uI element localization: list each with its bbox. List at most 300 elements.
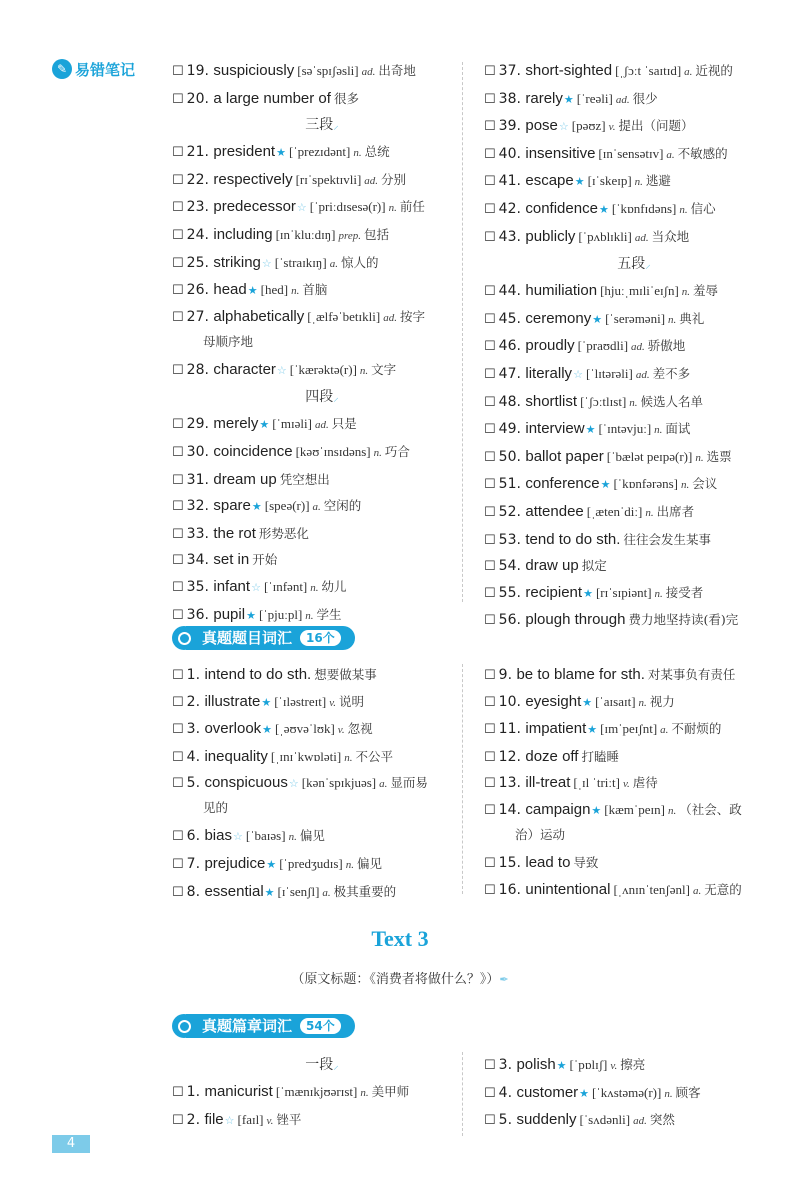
- vocab-word: spare: [213, 497, 251, 515]
- vocab-item: [484, 527, 784, 554]
- item-number: 2.: [186, 693, 201, 710]
- vocab-word: shortlist: [525, 392, 578, 410]
- phonetic: [ˌəʊvəˈlʊk]: [275, 721, 335, 737]
- banner-label: 真题篇章词汇: [202, 1017, 293, 1035]
- chinese-meaning: 显而易: [390, 775, 428, 791]
- vocab-word: head: [213, 281, 247, 299]
- vocab-item: [484, 850, 784, 877]
- chinese-meaning: 近视的: [695, 63, 733, 78]
- vocab-word: overlook: [204, 720, 262, 738]
- item-number: 2.: [186, 1111, 201, 1128]
- checkbox-icon: ☐: [172, 553, 184, 569]
- vocab-item: [484, 416, 784, 444]
- vocab-item: [172, 547, 472, 574]
- part-of-speech: n.: [373, 446, 382, 459]
- vocab-item: [172, 194, 472, 222]
- hollow-star-icon: ☆: [224, 1113, 235, 1127]
- paragraph-heading-text: 五段: [617, 256, 646, 273]
- phonetic: [ˈɪnfənt]: [263, 578, 308, 594]
- item-number: 15.: [498, 854, 521, 871]
- vocab-item: [172, 493, 472, 521]
- phonetic: [ˌɪnɪˈkwɒləti]: [270, 748, 342, 764]
- paragraph-heading: [172, 112, 472, 139]
- phonetic: [hed]: [260, 282, 289, 298]
- chinese-meaning: 偏见: [357, 855, 383, 871]
- phonetic: [ˈkɒnfɪdəns]: [611, 200, 677, 216]
- phonetic: [ˈstraɪkɪŋ]: [274, 254, 327, 270]
- checkbox-icon: ☐: [172, 722, 184, 738]
- phonetic: [ɪˈsenʃl]: [277, 883, 320, 899]
- vocab-word: doze off: [525, 747, 579, 765]
- checkbox-icon: ☐: [172, 884, 184, 900]
- chinese-meaning: 导致: [573, 854, 599, 870]
- vocab-item: [484, 361, 784, 389]
- vocab-item: [484, 499, 784, 527]
- chinese-meaning: 当众地: [651, 228, 690, 244]
- chinese-meaning: 擦亮: [620, 1057, 646, 1072]
- hollow-star-icon: ☆: [251, 580, 261, 594]
- star-icon: ★: [251, 500, 262, 514]
- item-number: 31.: [186, 471, 209, 488]
- vocab-item: [172, 277, 472, 305]
- item-number: 49.: [498, 421, 521, 438]
- checkbox-icon: ☐: [172, 856, 184, 872]
- vocab-item: [484, 798, 784, 850]
- star-icon: ★: [261, 695, 272, 709]
- chinese-meaning: 巧合: [384, 443, 410, 459]
- part-of-speech: n.: [634, 176, 643, 189]
- vocab-word: tend to do sth.: [525, 530, 621, 548]
- star-icon: ★: [585, 423, 596, 437]
- star-icon: ★: [592, 312, 603, 326]
- chinese-meaning: 说明: [339, 693, 365, 709]
- vocab-word: respectively: [213, 170, 293, 188]
- checkbox-icon: ☐: [484, 559, 496, 575]
- part-of-speech: n.: [388, 202, 397, 215]
- part-of-speech: n.: [345, 858, 354, 871]
- chinese-meaning: 突然: [649, 1112, 675, 1128]
- item-number: 53.: [498, 531, 521, 548]
- checkbox-icon: ☐: [484, 613, 496, 629]
- chinese-meaning: 拟定: [581, 558, 607, 574]
- checkbox-icon: ☐: [484, 146, 496, 162]
- chinese-meaning: 想要做某事: [314, 667, 377, 682]
- chinese-meaning: 候选人名单: [640, 393, 704, 409]
- part-of-speech: n.: [353, 147, 362, 160]
- vocab-item: [484, 662, 784, 689]
- star-icon: ★: [574, 175, 585, 189]
- vocab-item: [484, 306, 784, 334]
- part-of-speech: ad.: [634, 231, 649, 244]
- hollow-star-icon: ☆: [296, 201, 307, 215]
- chinese-meaning: 学生: [316, 606, 342, 622]
- phonetic: [kənˈspɪkjuəs]: [301, 775, 377, 791]
- part-of-speech: n.: [681, 286, 691, 299]
- chinese-meaning: 首脑: [302, 282, 328, 298]
- checkbox-icon: ☐: [484, 749, 496, 765]
- checkbox-icon: ☐: [484, 1085, 496, 1101]
- phonetic: [ˌælfəˈbetɪkli]: [307, 308, 381, 324]
- item-number: 46.: [498, 338, 521, 355]
- vocab-item: [172, 439, 472, 467]
- checkbox-icon: ☐: [172, 309, 184, 325]
- item-number: 4.: [186, 748, 201, 765]
- part-of-speech: n.: [638, 696, 647, 709]
- note-label: 易错笔记: [75, 60, 136, 79]
- vocab-item: [172, 662, 472, 689]
- item-number: 38.: [498, 90, 521, 107]
- hollow-star-icon: ☆: [558, 120, 569, 134]
- checkbox-icon: ☐: [484, 201, 496, 217]
- part-of-speech: v.: [329, 696, 337, 709]
- checkbox-icon: ☐: [172, 668, 184, 683]
- hollow-star-icon: ☆: [233, 830, 243, 844]
- phonetic: [ˈsʌdənli]: [579, 1112, 631, 1128]
- chinese-meaning: 总统: [364, 144, 390, 160]
- phonetic: [ˈmɪəli]: [272, 416, 312, 432]
- item-number: 39.: [498, 118, 521, 135]
- vocab-word: the rot: [213, 524, 256, 542]
- vocab-word: suspiciously: [213, 62, 295, 79]
- item-number: 52.: [498, 503, 521, 520]
- vocab-item: [172, 167, 472, 195]
- checkbox-icon: ☐: [172, 749, 184, 765]
- checkbox-icon: ☐: [484, 394, 496, 410]
- vocab-word: ill-treat: [525, 774, 571, 792]
- vocab-item: [484, 1107, 784, 1135]
- item-number: 4.: [498, 1084, 513, 1101]
- vocab-item: [484, 113, 784, 141]
- part-of-speech: n.: [645, 506, 654, 519]
- checkbox-icon: ☐: [172, 91, 184, 107]
- vocab-item: [484, 389, 784, 417]
- chinese-meaning: 美甲师: [371, 1084, 410, 1099]
- chinese-meaning: 开始: [252, 552, 278, 568]
- checkbox-icon: ☐: [484, 284, 496, 300]
- vocab-item: [172, 879, 472, 907]
- vocab-word: merely: [213, 415, 259, 433]
- part-of-speech: v.: [622, 778, 630, 791]
- star-icon: ★: [276, 146, 286, 160]
- hollow-star-icon: ☆: [288, 777, 299, 791]
- item-number: 12.: [498, 748, 521, 765]
- banner-bar: [186, 1014, 355, 1038]
- phonetic: [ˈpjuːpl]: [258, 606, 303, 622]
- vocab-item: [172, 58, 472, 86]
- star-icon: ★: [583, 586, 593, 600]
- paragraph-heading: [172, 384, 472, 411]
- checkbox-icon: ☐: [172, 694, 184, 710]
- banner-bar: [186, 626, 355, 650]
- vocab-item: [172, 689, 472, 717]
- item-number: 45.: [498, 310, 521, 327]
- part-of-speech: v.: [608, 121, 616, 134]
- chinese-meaning: 选票: [706, 448, 732, 464]
- item-number: 11.: [498, 721, 521, 738]
- swirl-icon: ✒: [499, 973, 509, 986]
- chinese-meaning: 羞辱: [693, 283, 719, 299]
- item-number: 7.: [186, 855, 201, 872]
- part-of-speech: a.: [660, 724, 669, 737]
- vocab-item: [484, 141, 784, 169]
- vocab-item: [484, 770, 784, 798]
- part-of-speech: a.: [666, 148, 675, 161]
- vocab-word: publicly: [525, 227, 576, 245]
- part-of-speech: ad.: [314, 419, 329, 432]
- part-of-speech: ad.: [615, 93, 630, 106]
- checkbox-icon: ☐: [484, 532, 496, 548]
- phonetic: [ˈmænɪkjʊərɪst]: [275, 1084, 358, 1099]
- item-number: 42.: [498, 200, 521, 217]
- vocab-word: plough through: [525, 611, 626, 629]
- phonetic: [ˈpraʊdli]: [577, 338, 629, 354]
- item-number: 6.: [186, 828, 201, 845]
- star-icon: ★: [582, 695, 593, 709]
- checkbox-icon: ☐: [172, 172, 184, 188]
- phonetic: [ˈkærəktə(r)]: [289, 361, 357, 377]
- chinese-meaning: 极其重要的: [333, 883, 397, 899]
- chinese-meaning: 不敏感的: [677, 145, 728, 161]
- phonetic: [ˈaɪsaɪt]: [595, 693, 636, 709]
- checkbox-icon: ☐: [172, 829, 184, 845]
- item-number: 40.: [498, 145, 521, 162]
- item-number: 37.: [498, 63, 521, 79]
- vocab-item: [484, 607, 784, 634]
- phonetic: [speə(r)]: [264, 498, 310, 514]
- vocab-item: [172, 305, 472, 357]
- vocab-item: [484, 444, 784, 472]
- vocab-word: president: [213, 143, 276, 161]
- checkbox-icon: ☐: [172, 283, 184, 299]
- part-of-speech: prep.: [338, 229, 361, 242]
- part-of-speech: ad.: [364, 174, 379, 187]
- phonetic: [ˈpɒlɪʃ]: [569, 1057, 608, 1072]
- part-of-speech: ad.: [635, 368, 650, 381]
- chinese-meaning: 空闲的: [323, 498, 362, 514]
- phonetic: [ˈbælət peɪpə(r)]: [606, 448, 693, 464]
- part-of-speech: v.: [337, 724, 345, 737]
- part-of-speech: n.: [667, 804, 677, 817]
- chinese-meaning: 无意的: [704, 881, 742, 897]
- vocab-word: conference: [525, 475, 600, 493]
- paragraph-heading-text: 三段: [305, 117, 334, 134]
- easy-mistake-notes-logo: [52, 58, 135, 80]
- item-number: 30.: [186, 443, 209, 460]
- vocab-item: [172, 771, 472, 823]
- chinese-meaning: 偏见: [299, 828, 325, 844]
- phonetic: [rɪˈspektɪvli]: [295, 171, 362, 187]
- vocab-word: customer: [516, 1083, 579, 1101]
- phonetic: [ˈpriːdɪsesə(r)]: [309, 199, 386, 215]
- phonetic: [pəʊz]: [571, 118, 606, 134]
- part-of-speech: n.: [668, 313, 677, 326]
- checkbox-icon: ☐: [172, 362, 184, 378]
- vocab-item: [172, 86, 472, 113]
- item-number: 5.: [186, 775, 201, 792]
- vocab-item: [172, 716, 472, 744]
- vocab-word: draw up: [525, 557, 579, 575]
- checkbox-icon: ☐: [172, 145, 184, 161]
- vocab-word: character: [213, 360, 276, 378]
- phonetic: [ɪnˈsensətɪv]: [598, 145, 664, 161]
- vocab-word: pose: [525, 117, 558, 135]
- hollow-star-icon: ☆: [573, 367, 583, 381]
- star-icon: ★: [563, 92, 574, 106]
- star-icon: ★: [246, 608, 256, 622]
- vocab-word: alphabetically: [213, 307, 305, 325]
- checkbox-icon: ☐: [484, 229, 496, 245]
- vocab-word: conspicuous: [204, 774, 288, 792]
- part-of-speech: n.: [291, 285, 300, 298]
- phonetic: [ɪmˈpeɪʃnt]: [600, 721, 658, 737]
- item-number: 21.: [186, 144, 209, 161]
- part-of-speech: a.: [684, 66, 693, 78]
- paragraph-heading-text: 一段: [305, 1057, 334, 1073]
- item-number: 56.: [498, 612, 521, 629]
- phonetic: [ˈɪləstreɪt]: [274, 693, 327, 709]
- text-title: Text 3: [371, 926, 429, 951]
- note-bubble-icon: ✎: [52, 59, 72, 79]
- part-of-speech: a.: [322, 886, 331, 899]
- chinese-meaning: 幼儿: [321, 578, 347, 594]
- original-title-note: （原文标题：《消费者将做什么？》）✒: [291, 972, 509, 987]
- checkbox-icon: ☐: [484, 1058, 496, 1073]
- item-number: 19.: [186, 63, 209, 79]
- vocab-item: [172, 602, 472, 630]
- part-of-speech: n.: [664, 1087, 673, 1100]
- block3-left-column: [172, 1052, 472, 1134]
- vocab-word: infant: [213, 577, 251, 595]
- vocab-item: [172, 521, 472, 548]
- part-of-speech: v.: [610, 1060, 618, 1072]
- checkbox-icon: ☐: [484, 1113, 496, 1129]
- checkbox-icon: ☐: [484, 449, 496, 465]
- vocab-word: literally: [525, 364, 573, 382]
- phonetic: [ˈpʌblɪkli]: [578, 228, 632, 244]
- part-of-speech: ad.: [361, 66, 376, 78]
- phonetic: [ɪˈskeɪp]: [587, 173, 632, 189]
- star-icon: ★: [598, 202, 609, 216]
- star-icon: ★: [587, 723, 598, 737]
- item-number: 27.: [186, 308, 209, 325]
- chinese-meaning: 很多: [333, 90, 359, 106]
- vocab-word: predecessor: [213, 198, 296, 216]
- chinese-meaning: 忽视: [347, 721, 373, 737]
- vocab-item: [172, 357, 472, 385]
- chinese-meaning-continued: 母顺序地: [203, 333, 254, 349]
- vocab-word: including: [213, 225, 273, 243]
- star-icon: ★: [579, 1086, 590, 1100]
- item-number: 22.: [186, 171, 209, 188]
- vocab-item: [484, 689, 784, 717]
- paragraph-heading: [172, 1052, 472, 1079]
- phonetic: [ˈpredʒudɪs]: [279, 855, 343, 871]
- vocab-item: [172, 851, 472, 879]
- item-number: 32.: [186, 498, 209, 515]
- vocab-word: confidence: [525, 199, 598, 217]
- banner-count-badge: 54个: [300, 1018, 341, 1034]
- chinese-meaning: 打瞌睡: [581, 748, 619, 764]
- checkbox-icon: ☐: [172, 579, 184, 595]
- part-of-speech: n.: [629, 396, 638, 409]
- item-number: 51.: [498, 476, 521, 493]
- item-number: 54.: [498, 558, 521, 575]
- chinese-meaning: 惊人的: [340, 254, 379, 270]
- part-of-speech: n.: [310, 581, 319, 594]
- checkbox-icon: ☐: [484, 64, 496, 79]
- vocab-word: polish: [516, 1056, 556, 1073]
- part-of-speech: a.: [312, 501, 321, 514]
- chinese-meaning: 按字: [399, 308, 425, 324]
- swirl-icon: ⸝: [645, 258, 651, 272]
- part-of-speech: a.: [692, 884, 702, 897]
- vocab-word: intend to do sth.: [204, 666, 312, 683]
- vocab-word: bias: [204, 827, 232, 845]
- checkbox-icon: ☐: [484, 422, 496, 438]
- checkbox-icon: ☐: [172, 417, 184, 433]
- item-number: 1.: [186, 1084, 201, 1100]
- chinese-meaning: 典礼: [679, 310, 705, 326]
- part-of-speech: n.: [344, 751, 353, 764]
- banner-count-badge: 16个: [300, 630, 341, 646]
- checkbox-icon: ☐: [484, 722, 496, 738]
- phonetic: [faɪl]: [237, 1111, 264, 1127]
- chinese-meaning: 出席者: [656, 503, 695, 519]
- item-number: 26.: [186, 282, 209, 299]
- hollow-star-icon: ☆: [276, 363, 287, 377]
- checkbox-icon: ☐: [484, 802, 496, 818]
- banner-label: 真题题目词汇: [202, 629, 293, 647]
- part-of-speech: ad.: [633, 1115, 647, 1128]
- chinese-meaning: 不耐烦的: [671, 721, 722, 737]
- part-of-speech: n.: [695, 451, 704, 464]
- vocab-word: humiliation: [525, 282, 598, 300]
- chinese-meaning: 顾客: [675, 1084, 701, 1100]
- chinese-meaning: （社会、政: [679, 801, 742, 817]
- vocab-item: [484, 877, 784, 905]
- phonetic: [rɪˈsɪpiənt]: [595, 584, 652, 600]
- vocab-item: [484, 744, 784, 771]
- chinese-meaning: 只是: [331, 416, 357, 432]
- vocab-item: [172, 823, 472, 851]
- vocab-word: attendee: [525, 502, 584, 520]
- part-of-speech: n.: [305, 609, 314, 622]
- chinese-meaning: 差不多: [652, 365, 691, 381]
- chinese-meaning: 凭空想出: [279, 471, 330, 487]
- vocab-word: interview: [525, 420, 585, 438]
- magnifier-icon: [172, 626, 196, 650]
- checkbox-icon: ☐: [484, 311, 496, 327]
- vocab-word: ballot paper: [525, 447, 604, 465]
- phonetic: [ˈbaɪəs]: [245, 828, 286, 844]
- chinese-meaning: 面试: [665, 421, 691, 437]
- chinese-meaning-continued: 治）运动: [515, 826, 566, 842]
- phonetic: [ˌɪl ˈtriːt]: [573, 775, 620, 791]
- section-banner-question-vocab: [172, 626, 355, 650]
- block3-right-column: [484, 1052, 784, 1135]
- phonetic: [səˈspɪʃəsli]: [297, 63, 359, 78]
- checkbox-icon: ☐: [484, 339, 496, 355]
- vocab-word: essential: [204, 882, 264, 900]
- phonetic: [ˈkʌstəmə(r)]: [592, 1084, 662, 1100]
- vocab-word: set in: [213, 551, 250, 569]
- star-icon: ★: [247, 284, 258, 298]
- phonetic: [ˈkɒnfərəns]: [613, 476, 679, 492]
- checkbox-icon: ☐: [484, 694, 496, 710]
- vocab-item: [172, 139, 472, 167]
- checkbox-icon: ☐: [172, 1112, 184, 1128]
- item-number: 1.: [186, 667, 201, 683]
